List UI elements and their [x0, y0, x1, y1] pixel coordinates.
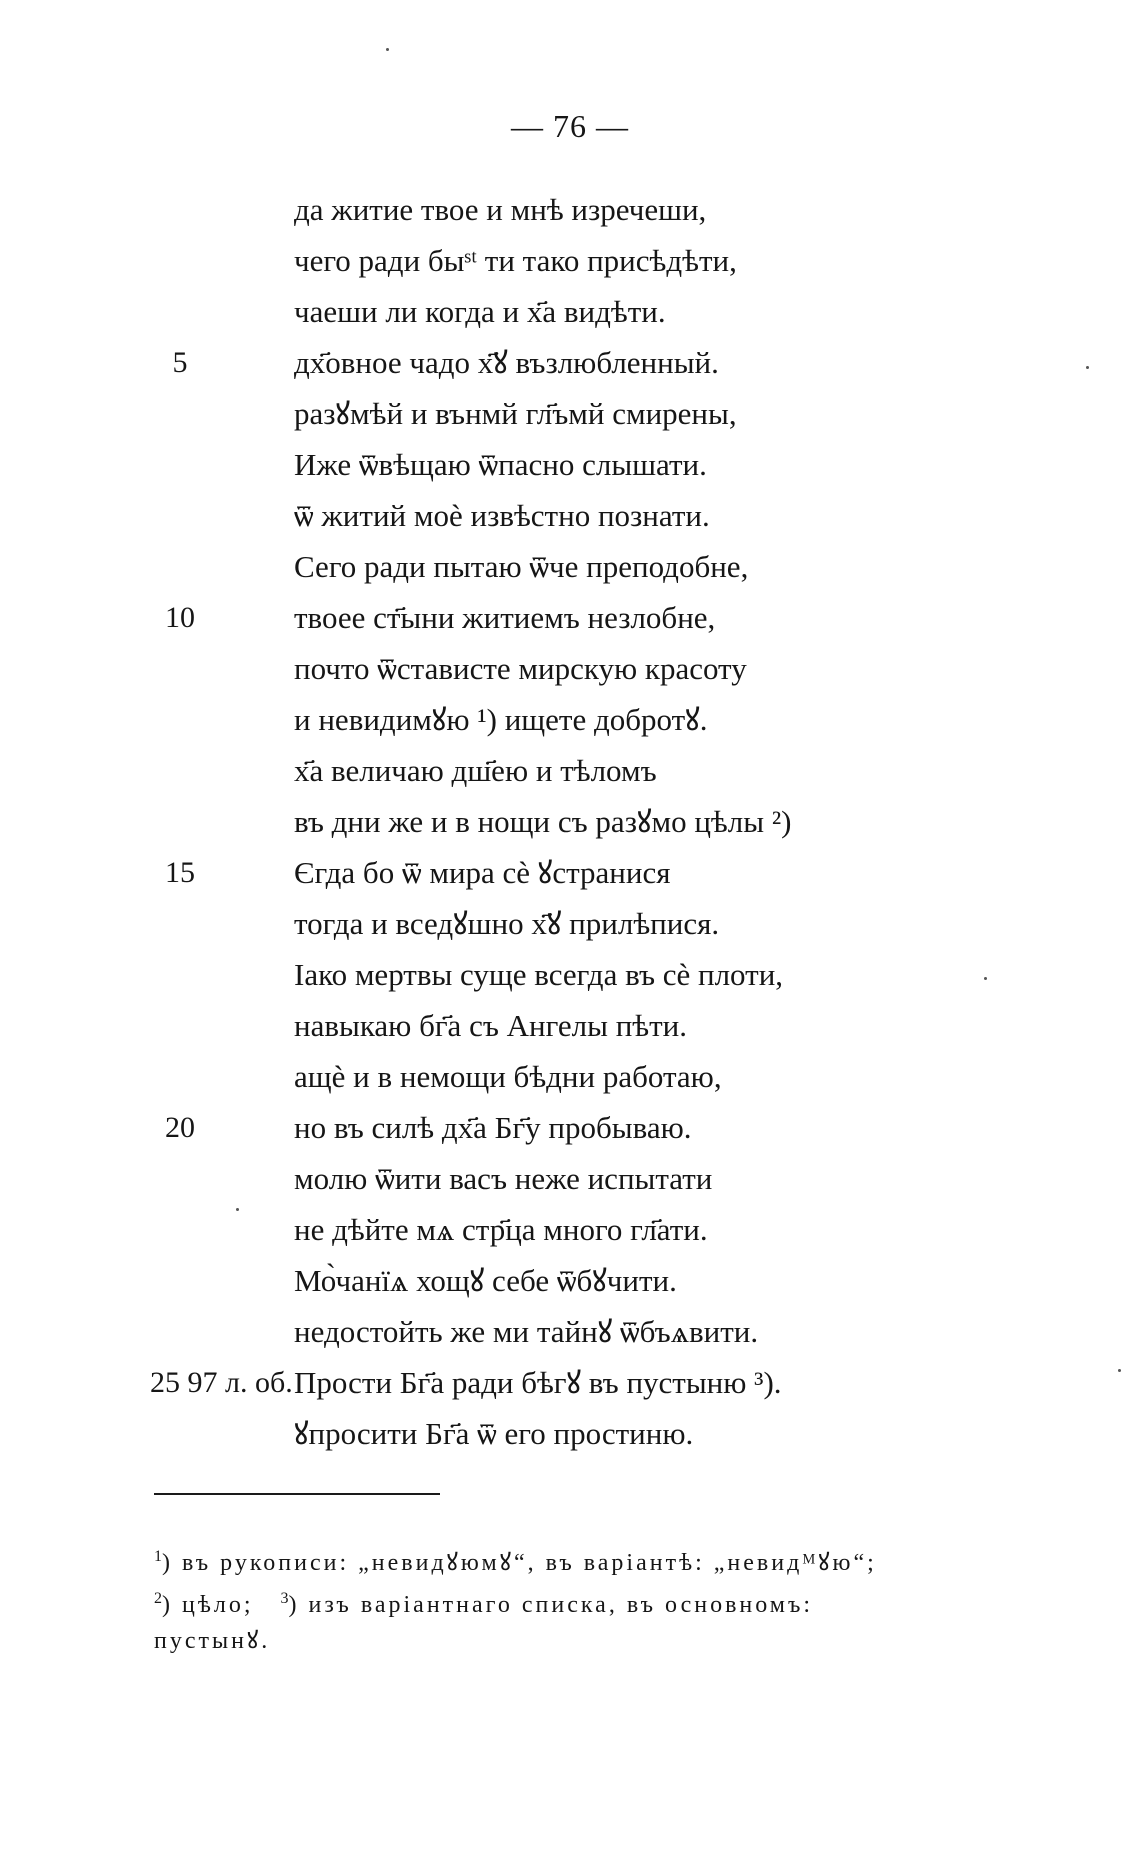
footnote-text: пустынꙋ. — [154, 1628, 271, 1654]
verse-line — [150, 1102, 1050, 1153]
line-number: 5 — [172, 346, 188, 379]
verse-text: чаеши ли когда и х҃а видѣти. — [294, 294, 666, 329]
verse-line — [150, 388, 1050, 439]
verse-line — [150, 235, 1050, 286]
verse-line — [150, 439, 1050, 490]
verse-text: Сего ради пытаю ѿче преподобне, — [294, 549, 749, 584]
verse-line — [150, 541, 1050, 592]
footnote-marker: 2 — [154, 1590, 162, 1607]
verse-line — [150, 1306, 1050, 1357]
verse-line — [150, 949, 1050, 1000]
footnote-divider — [154, 1493, 440, 1495]
verse-text: разꙋмѣй и вънмй гл҃ъмй смирены, — [294, 396, 737, 431]
verse-text: въ дни же и в нощи съ разꙋмо цѣлы ²) — [294, 804, 792, 839]
scan-speck — [1086, 366, 1089, 369]
verse-text: и невидимꙋю ¹) ищете добротꙋ. — [294, 702, 708, 737]
footnote-line — [154, 1536, 1044, 1578]
verse-text: Мо̀чанїѧ хощꙋ себе ѿбꙋчити. — [294, 1263, 677, 1298]
verse-line-25 — [150, 1357, 1050, 1408]
verse-line — [150, 184, 1050, 235]
verse-text: да житие твое и мнѣ изречеши, — [294, 192, 707, 227]
footnotes — [154, 1536, 1044, 1662]
verse-text: почто ѿстависте мирскую красоту — [294, 651, 747, 686]
folio-reference: 97 л. об. — [187, 1366, 293, 1399]
footnote-marker: 1 — [154, 1548, 162, 1565]
verse-line — [150, 286, 1050, 337]
verse-text: дх҃овное чадо х҃ꙋ възлюбленный. — [294, 345, 719, 380]
verse-text: Іако мертвы суще всегда въ сѐ плоти, — [294, 957, 784, 992]
line-number — [150, 1357, 293, 1408]
footnote-text: ) въ рукописи: „невидꙋюмꙋ“, въ варiантѣ: „невидᴹꙋю“; — [162, 1550, 877, 1576]
footnote-line — [154, 1620, 1044, 1662]
verse-text: ащѐ и в немощи бѣдни работаю, — [294, 1059, 722, 1094]
line-number-value: 25 — [150, 1366, 180, 1399]
footnote-text: ) цѣло; — [162, 1592, 254, 1618]
verse-line — [150, 1051, 1050, 1102]
verse-text: молю ѿити васъ неже испытати — [294, 1161, 713, 1196]
scan-speck — [984, 977, 987, 980]
verse-text: ѿ житий моѐ извѣстно познати. — [294, 498, 710, 533]
verse-line — [150, 796, 1050, 847]
verse-text: но въ силѣ дх҃а Бг҃у пробываю. — [294, 1110, 692, 1145]
verse-line — [150, 694, 1050, 745]
verse-line — [150, 1255, 1050, 1306]
verse-text: Иже ѿвѣщаю ѿпасно слышати. — [294, 447, 707, 482]
verse-line — [150, 592, 1050, 643]
verse-text: Прости Бг҃а ради бѣгꙋ въ пустыню ³). — [294, 1365, 782, 1400]
line-number: 20 — [165, 1111, 195, 1144]
verse-line — [150, 337, 1050, 388]
scan-speck — [236, 1208, 239, 1211]
verse-text: недостойть же ми тайнꙋ ѿбъѧвити. — [294, 1314, 759, 1349]
verse-text: навыкаю бг҃а съ Ангелы пѣти. — [294, 1008, 688, 1043]
verse-line — [150, 1153, 1050, 1204]
verse-line — [150, 490, 1050, 541]
verse-block — [150, 184, 1050, 1459]
page-number: — 76 — — [511, 108, 629, 144]
footnote-line — [154, 1578, 1044, 1620]
verse-line — [150, 1204, 1050, 1255]
line-number: 15 — [165, 856, 195, 889]
footnote-text: ) изъ варiантнаго списка, въ основномъ: — [288, 1592, 814, 1618]
verse-text: ꙋпросити Бг҃а ѿ его простиню. — [294, 1416, 694, 1451]
verse-text: х҃а величаю дш҃ею и тѣломъ — [294, 753, 657, 788]
verse-text: твоее ст҃ыни житиемъ незлобне, — [294, 600, 716, 635]
verse-text: тогда и вседꙋшно х҃ꙋ прилѣпися. — [294, 906, 720, 941]
verse-line-26 — [150, 1408, 1050, 1459]
footnote-marker: 3 — [280, 1590, 289, 1607]
verse-line — [150, 847, 1050, 898]
line-number: 10 — [165, 601, 195, 634]
verse-line — [150, 745, 1050, 796]
verse-line — [150, 1000, 1050, 1051]
verse-text: Єгда бо ѿ мира сѐ ꙋстранися — [294, 855, 671, 890]
verse-line — [150, 898, 1050, 949]
scan-speck — [1118, 1369, 1121, 1372]
verse-line — [150, 643, 1050, 694]
verse-text: не дѣйте мѧ стр҃ца много гл҃ати. — [294, 1212, 708, 1247]
scan-speck — [386, 48, 389, 51]
verse-text: чего ради быˢᵗ ти тако присѣдѣти, — [294, 243, 737, 278]
